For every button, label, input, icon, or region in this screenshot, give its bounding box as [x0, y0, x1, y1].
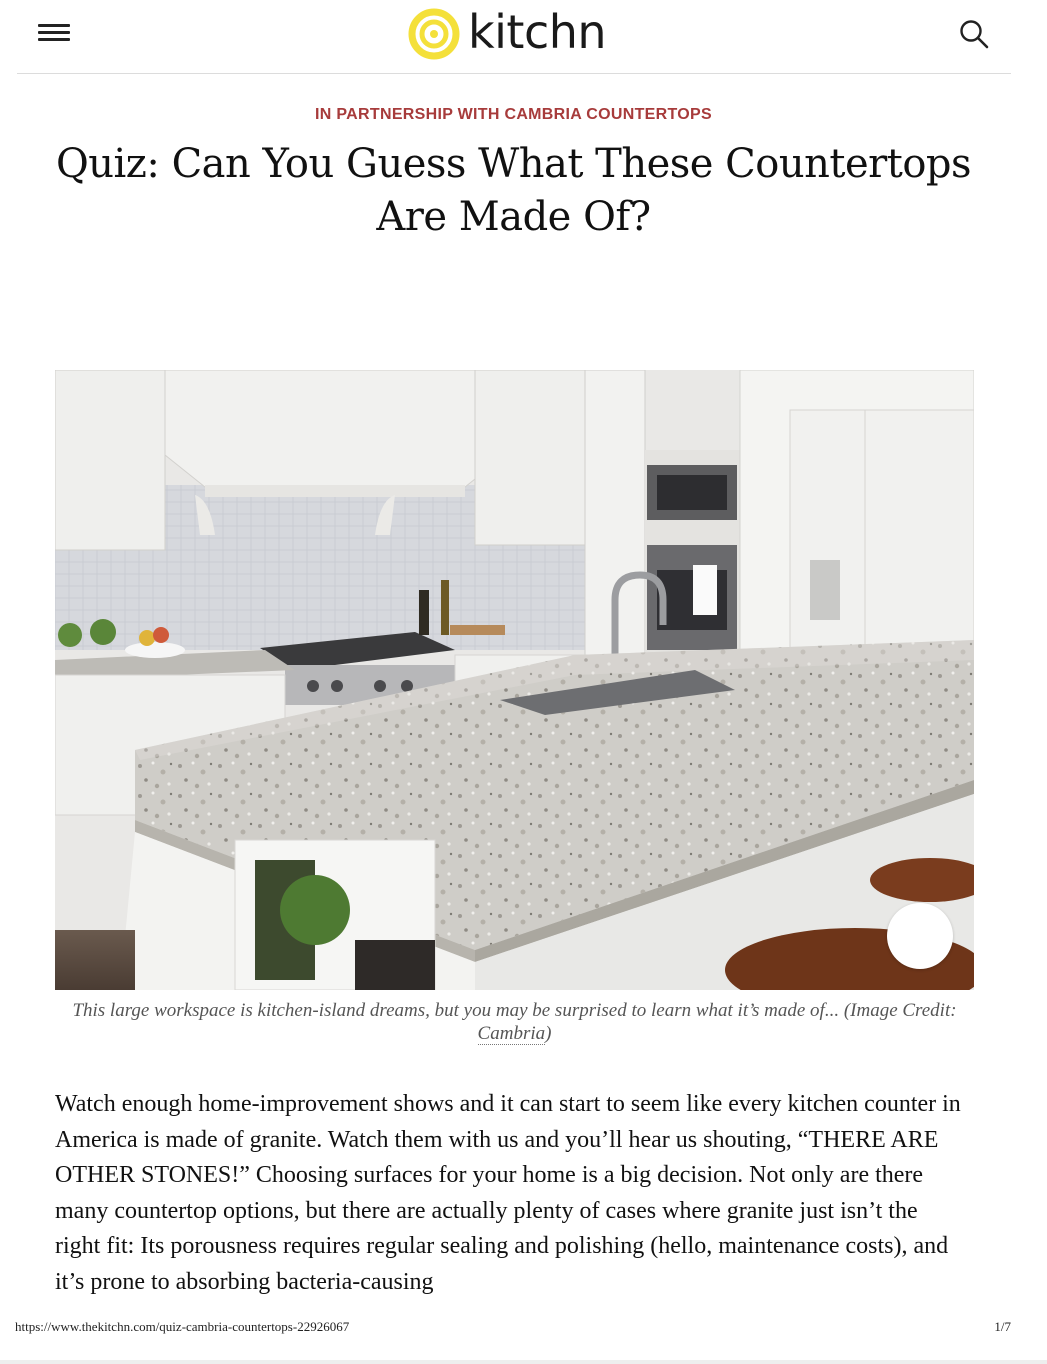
article-body: Watch enough home-improvement shows and it can start to seem like every kitchen counter in America is made of granite. Watch them with us and you’ll hear us shouting, “THERE ARE OTHER STONES!” Choosing surfaces for your home is a big decision. Not only are there many countertop options, but there are actually plenty of cases where granite just isn’t the right fit: Its porousness requires regular sealing and polishing (hello, maintenance costs), and it’s prone to absorbing bacteria-causing [55, 1091, 961, 1295]
caption-credit-link[interactable]: Cambria [477, 1023, 546, 1044]
image-caption [55, 999, 974, 1045]
search-icon[interactable] [958, 18, 990, 50]
partner-label[interactable]: IN PARTNERSHIP WITH CAMBRIA COUNTERTOPS [315, 106, 712, 123]
header-divider [17, 73, 1011, 74]
caption-text: This large workspace is kitchen-island dreams, but you may be surprised to learn what it’s made of... (Image Credit: [72, 1000, 957, 1021]
hamburger-menu-icon[interactable] [38, 24, 70, 44]
caption-end: ) [545, 1023, 552, 1044]
kitchn-logo[interactable] [408, 6, 606, 62]
kitchen-island-photo [55, 370, 974, 990]
logo-wordmark: kitchn [468, 5, 607, 59]
page-url: https://www.thekitchn.com/quiz-cambria-countertops-22926067 [15, 1319, 350, 1334]
footer-divider [0, 1360, 1047, 1364]
logo-spiral-icon [408, 8, 460, 60]
save-button[interactable] [887, 903, 953, 969]
hero-image[interactable] [55, 370, 974, 990]
page-number: 1/7 [994, 1319, 1011, 1334]
site-header [0, 0, 1047, 74]
article-title: Quiz: Can You Guess What These Countertops Are Made Of? [55, 141, 972, 240]
print-footer [0, 1310, 1047, 1364]
